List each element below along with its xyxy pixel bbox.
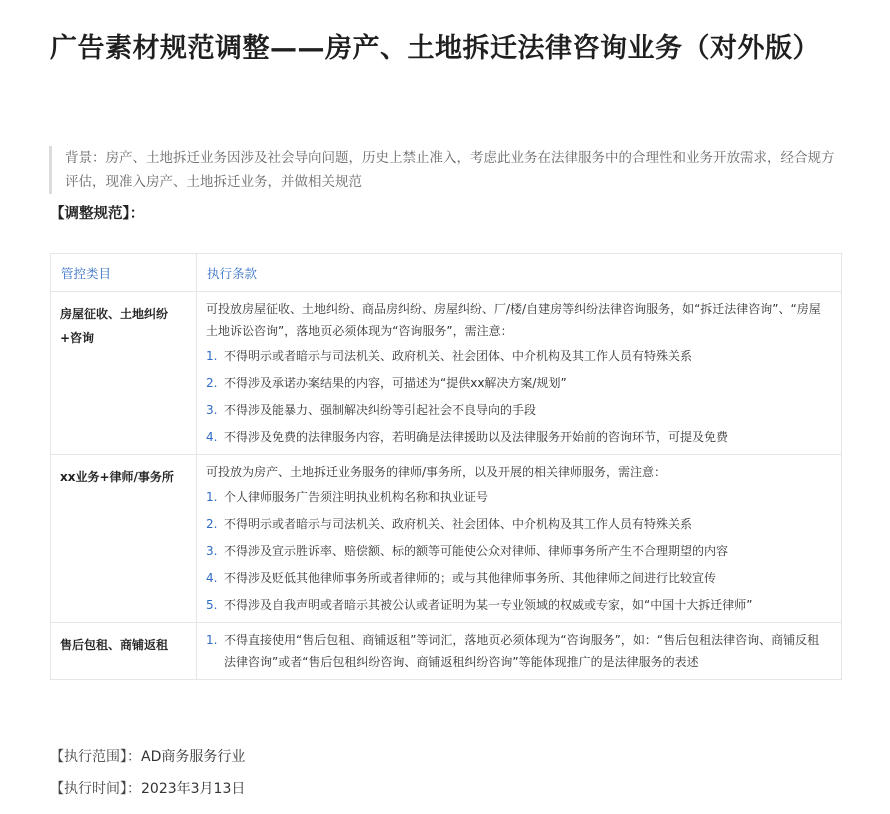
list-item bbox=[206, 540, 831, 562]
list-number: 5. bbox=[206, 598, 218, 612]
list-number: 2. bbox=[206, 517, 218, 531]
header-clauses: 执行条款 bbox=[197, 254, 842, 292]
list-item bbox=[206, 567, 831, 589]
list-text: 不得涉及免费的法律服务内容，若明确是法律援助以及法律服务开始前的咨询环节，可提及免费 bbox=[224, 430, 729, 444]
list-text: 个人律师服务广告须注明执业机构名称和执业证号 bbox=[224, 490, 489, 504]
section-heading: 【调整规范】： bbox=[50, 206, 145, 222]
list-number: 3. bbox=[206, 403, 218, 417]
category-cell: 房屋征收、土地纠纷+咨询 bbox=[51, 292, 197, 455]
page-title: 广告素材规范调整——房产、土地拆迁法律咨询业务（对外版） bbox=[50, 33, 820, 64]
scope-label: 【执行范围】： bbox=[50, 749, 141, 765]
list-item bbox=[206, 513, 831, 535]
list-text: 不得涉及自我声明或者暗示其被公认或者证明为某一专业领域的权威或专家，如“中国十大拆迁律师” bbox=[224, 598, 753, 612]
list-number: 1. bbox=[206, 633, 218, 647]
time-line bbox=[50, 778, 245, 800]
rules-table bbox=[50, 253, 842, 680]
list-text: 不得涉及承诺办案结果的内容，可描述为“提供xx解决方案/规划” bbox=[224, 376, 567, 390]
list-text: 不得涉及宣示胜诉率、赔偿额、标的额等可能使公众对律师、律师事务所产生不合理期望的内容 bbox=[224, 544, 729, 558]
list-text: 不得涉及贬低其他律师事务所或者律师的；或与其他律师事务所、其他律师之间进行比较宣传 bbox=[224, 571, 717, 585]
list-text: 不得明示或者暗示与司法机关、政府机关、社会团体、中介机构及其工作人员有特殊关系 bbox=[224, 349, 693, 363]
table-row bbox=[51, 455, 842, 623]
clause-cell bbox=[197, 292, 842, 455]
list-item bbox=[206, 486, 831, 508]
clause-list bbox=[206, 629, 831, 673]
list-item bbox=[206, 345, 831, 367]
clause-intro: 可投放房屋征收、土地纠纷、商品房纠纷、房屋纠纷、厂/楼/自建房等纠纷法律咨询服务，如“拆迁法律咨询”、“房屋土地诉讼咨询”，落地页必须体现为“咨询服务”，需注意： bbox=[206, 302, 821, 338]
list-number: 4. bbox=[206, 571, 218, 585]
clause-list bbox=[206, 345, 831, 448]
list-item bbox=[206, 399, 831, 421]
table-row bbox=[51, 292, 842, 455]
list-text: 不得涉及能暴力、强制解决纠纷等引起社会不良导向的手段 bbox=[224, 403, 537, 417]
list-number: 4. bbox=[206, 430, 218, 444]
time-label: 【执行时间】： bbox=[50, 781, 141, 797]
table-header-row bbox=[51, 254, 842, 292]
category-cell: 售后包租、商铺返租 bbox=[51, 623, 197, 680]
list-item bbox=[206, 594, 831, 616]
list-number: 1. bbox=[206, 349, 218, 363]
list-item bbox=[206, 426, 831, 448]
table-row bbox=[51, 623, 842, 680]
header-category: 管控类目 bbox=[51, 254, 197, 292]
list-text: 不得直接使用“售后包租、商铺返租”等词汇，落地页必须体现为“咨询服务”，如：“售后包租法律咨询、商铺反租法律咨询”或者“售后包租纠纷咨询、商铺返租纠纷咨询”等能体现推广的是法律服务的表述 bbox=[224, 633, 820, 669]
scope-value: AD商务服务行业 bbox=[141, 749, 246, 765]
list-text: 不得明示或者暗示与司法机关、政府机关、社会团体、中介机构及其工作人员有特殊关系 bbox=[224, 517, 693, 531]
background-note: 背景：房产、土地拆迁业务因涉及社会导向问题，历史上禁止准入，考虑此业务在法律服务中的合理性和业务开放需求，经合规方评估，现准入房产、土地拆迁业务，并做相关规范 bbox=[49, 146, 839, 194]
clause-intro: 可投放为房产、土地拆迁业务服务的律师/事务所，以及开展的相关律师服务，需注意： bbox=[206, 465, 667, 479]
clause-list bbox=[206, 486, 831, 616]
list-number: 2. bbox=[206, 376, 218, 390]
list-number: 1. bbox=[206, 490, 218, 504]
time-value: 2023年3月13日 bbox=[141, 781, 246, 797]
list-item bbox=[206, 372, 831, 394]
scope-line bbox=[50, 746, 245, 768]
clause-cell bbox=[197, 623, 842, 680]
category-cell: xx业务+律师/事务所 bbox=[51, 455, 197, 623]
list-item bbox=[206, 629, 831, 673]
clause-cell bbox=[197, 455, 842, 623]
list-number: 3. bbox=[206, 544, 218, 558]
